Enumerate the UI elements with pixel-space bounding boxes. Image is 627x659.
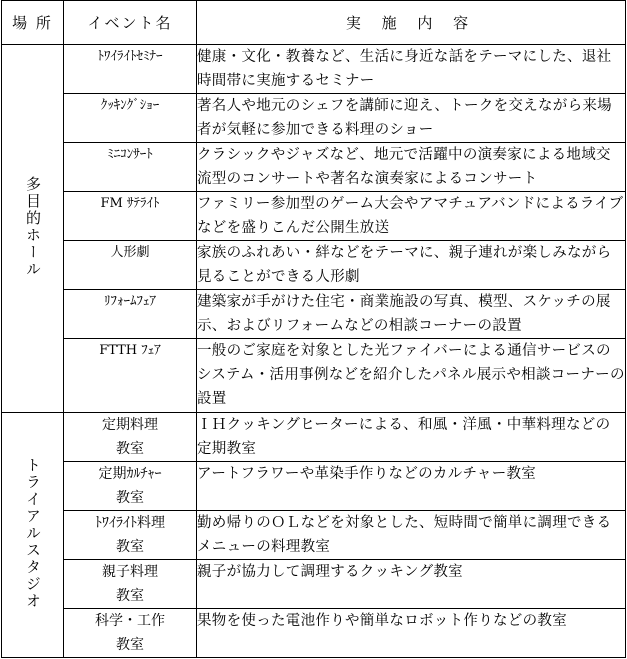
event-name [64, 560, 197, 609]
table-row [2, 45, 626, 94]
event-name [64, 609, 197, 658]
table-row [2, 94, 626, 143]
event-description: 健康・文化・教養など、生活に身近な話をテーマにした、退社時間帯に実施するセミナー [197, 45, 626, 94]
event-table [1, 0, 626, 658]
event-name: ﾐﾆｺﾝｻｰﾄ [64, 143, 197, 192]
table-row [2, 511, 626, 560]
table-row [2, 339, 626, 413]
table-row [2, 192, 626, 241]
header-row [2, 1, 626, 45]
event-description: 勤め帰りのＯＬなどを対象とした、短時間で簡単に調理できるメニューの料理教室 [197, 511, 626, 560]
table-row [2, 290, 626, 339]
table-row [2, 143, 626, 192]
table-row [2, 560, 626, 609]
event-name: FTTH ﾌｪｱ [64, 339, 197, 413]
place-label: 多目的ホール [24, 175, 42, 278]
event-name: 人形劇 [64, 241, 197, 290]
event-description: ファミリー参加型のゲーム大会やアマチュアバンドによるライブなどを盛りこんだ公開生放送 [197, 192, 626, 241]
event-description: ＩＨクッキングヒーターによる、和風・洋風・中華料理などの定期教室 [197, 413, 626, 462]
event-name-line1: 親子料理 [102, 564, 158, 580]
event-description: 著名人や地元のシェフを講師に迎え、トークを交えながら来場者が気軽に参加できる料理のショー [197, 94, 626, 143]
event-name [64, 511, 197, 560]
event-description: 果物を使った電池作りや簡単なロボット作りなどの教室 [197, 609, 626, 658]
event-description: 親子が協力して調理するクッキング教室 [197, 560, 626, 609]
table-row [2, 462, 626, 511]
table-row [2, 609, 626, 658]
table-row [2, 413, 626, 462]
place-cell-studio [2, 413, 64, 658]
event-name [64, 462, 197, 511]
header-event-name: イベント名 [64, 1, 197, 45]
event-description: 建築家が手がけた住宅・商業施設の写真、模型、スケッチの展示、およびリフォームなどの相談コーナーの設置 [197, 290, 626, 339]
header-content: 実 施 内 容 [197, 1, 626, 45]
place-label: トライアルスタジオ [24, 456, 42, 610]
event-name-line2: 教室 [116, 539, 144, 555]
event-name-line1: ﾄﾜｲﾗｲﾄ料理 [95, 515, 165, 531]
event-name-line1: 定期料理 [102, 417, 158, 433]
event-name: ﾄﾜｲﾗｲﾄｾﾐﾅｰ [64, 45, 197, 94]
place-cell-hall [2, 45, 64, 413]
event-description: クラシックやジャズなど、地元で活躍中の演奏家による地域交流型のコンサートや著名な演奏家によるコンサート [197, 143, 626, 192]
event-name-line2: 教室 [116, 637, 144, 653]
table-row [2, 241, 626, 290]
event-name: FM ｻﾃﾗｲﾄ [64, 192, 197, 241]
header-place: 場 所 [2, 1, 64, 45]
event-name-line2: 教室 [116, 441, 144, 457]
event-name-line2: 教室 [116, 588, 144, 604]
event-description: 家族のふれあい・絆などをテーマに、親子連れが楽しみながら見ることができる人形劇 [197, 241, 626, 290]
event-name-line1: 定期ｶﾙﾁｬｰ [98, 466, 162, 482]
event-name: ﾘﾌｫｰﾑﾌｪｱ [64, 290, 197, 339]
event-description: アートフラワーや革染手作りなどのカルチャー教室 [197, 462, 626, 511]
event-description: 一般のご家庭を対象とした光ファイバーによる通信サービスのシステム・活用事例などを紹介したパネル展示や相談コーナーの設置 [197, 339, 626, 413]
event-name-line1: 科学・工作 [95, 613, 165, 629]
event-name-line2: 教室 [116, 490, 144, 506]
event-name [64, 413, 197, 462]
event-name: ｸｯｷﾝｸﾞｼｮｰ [64, 94, 197, 143]
